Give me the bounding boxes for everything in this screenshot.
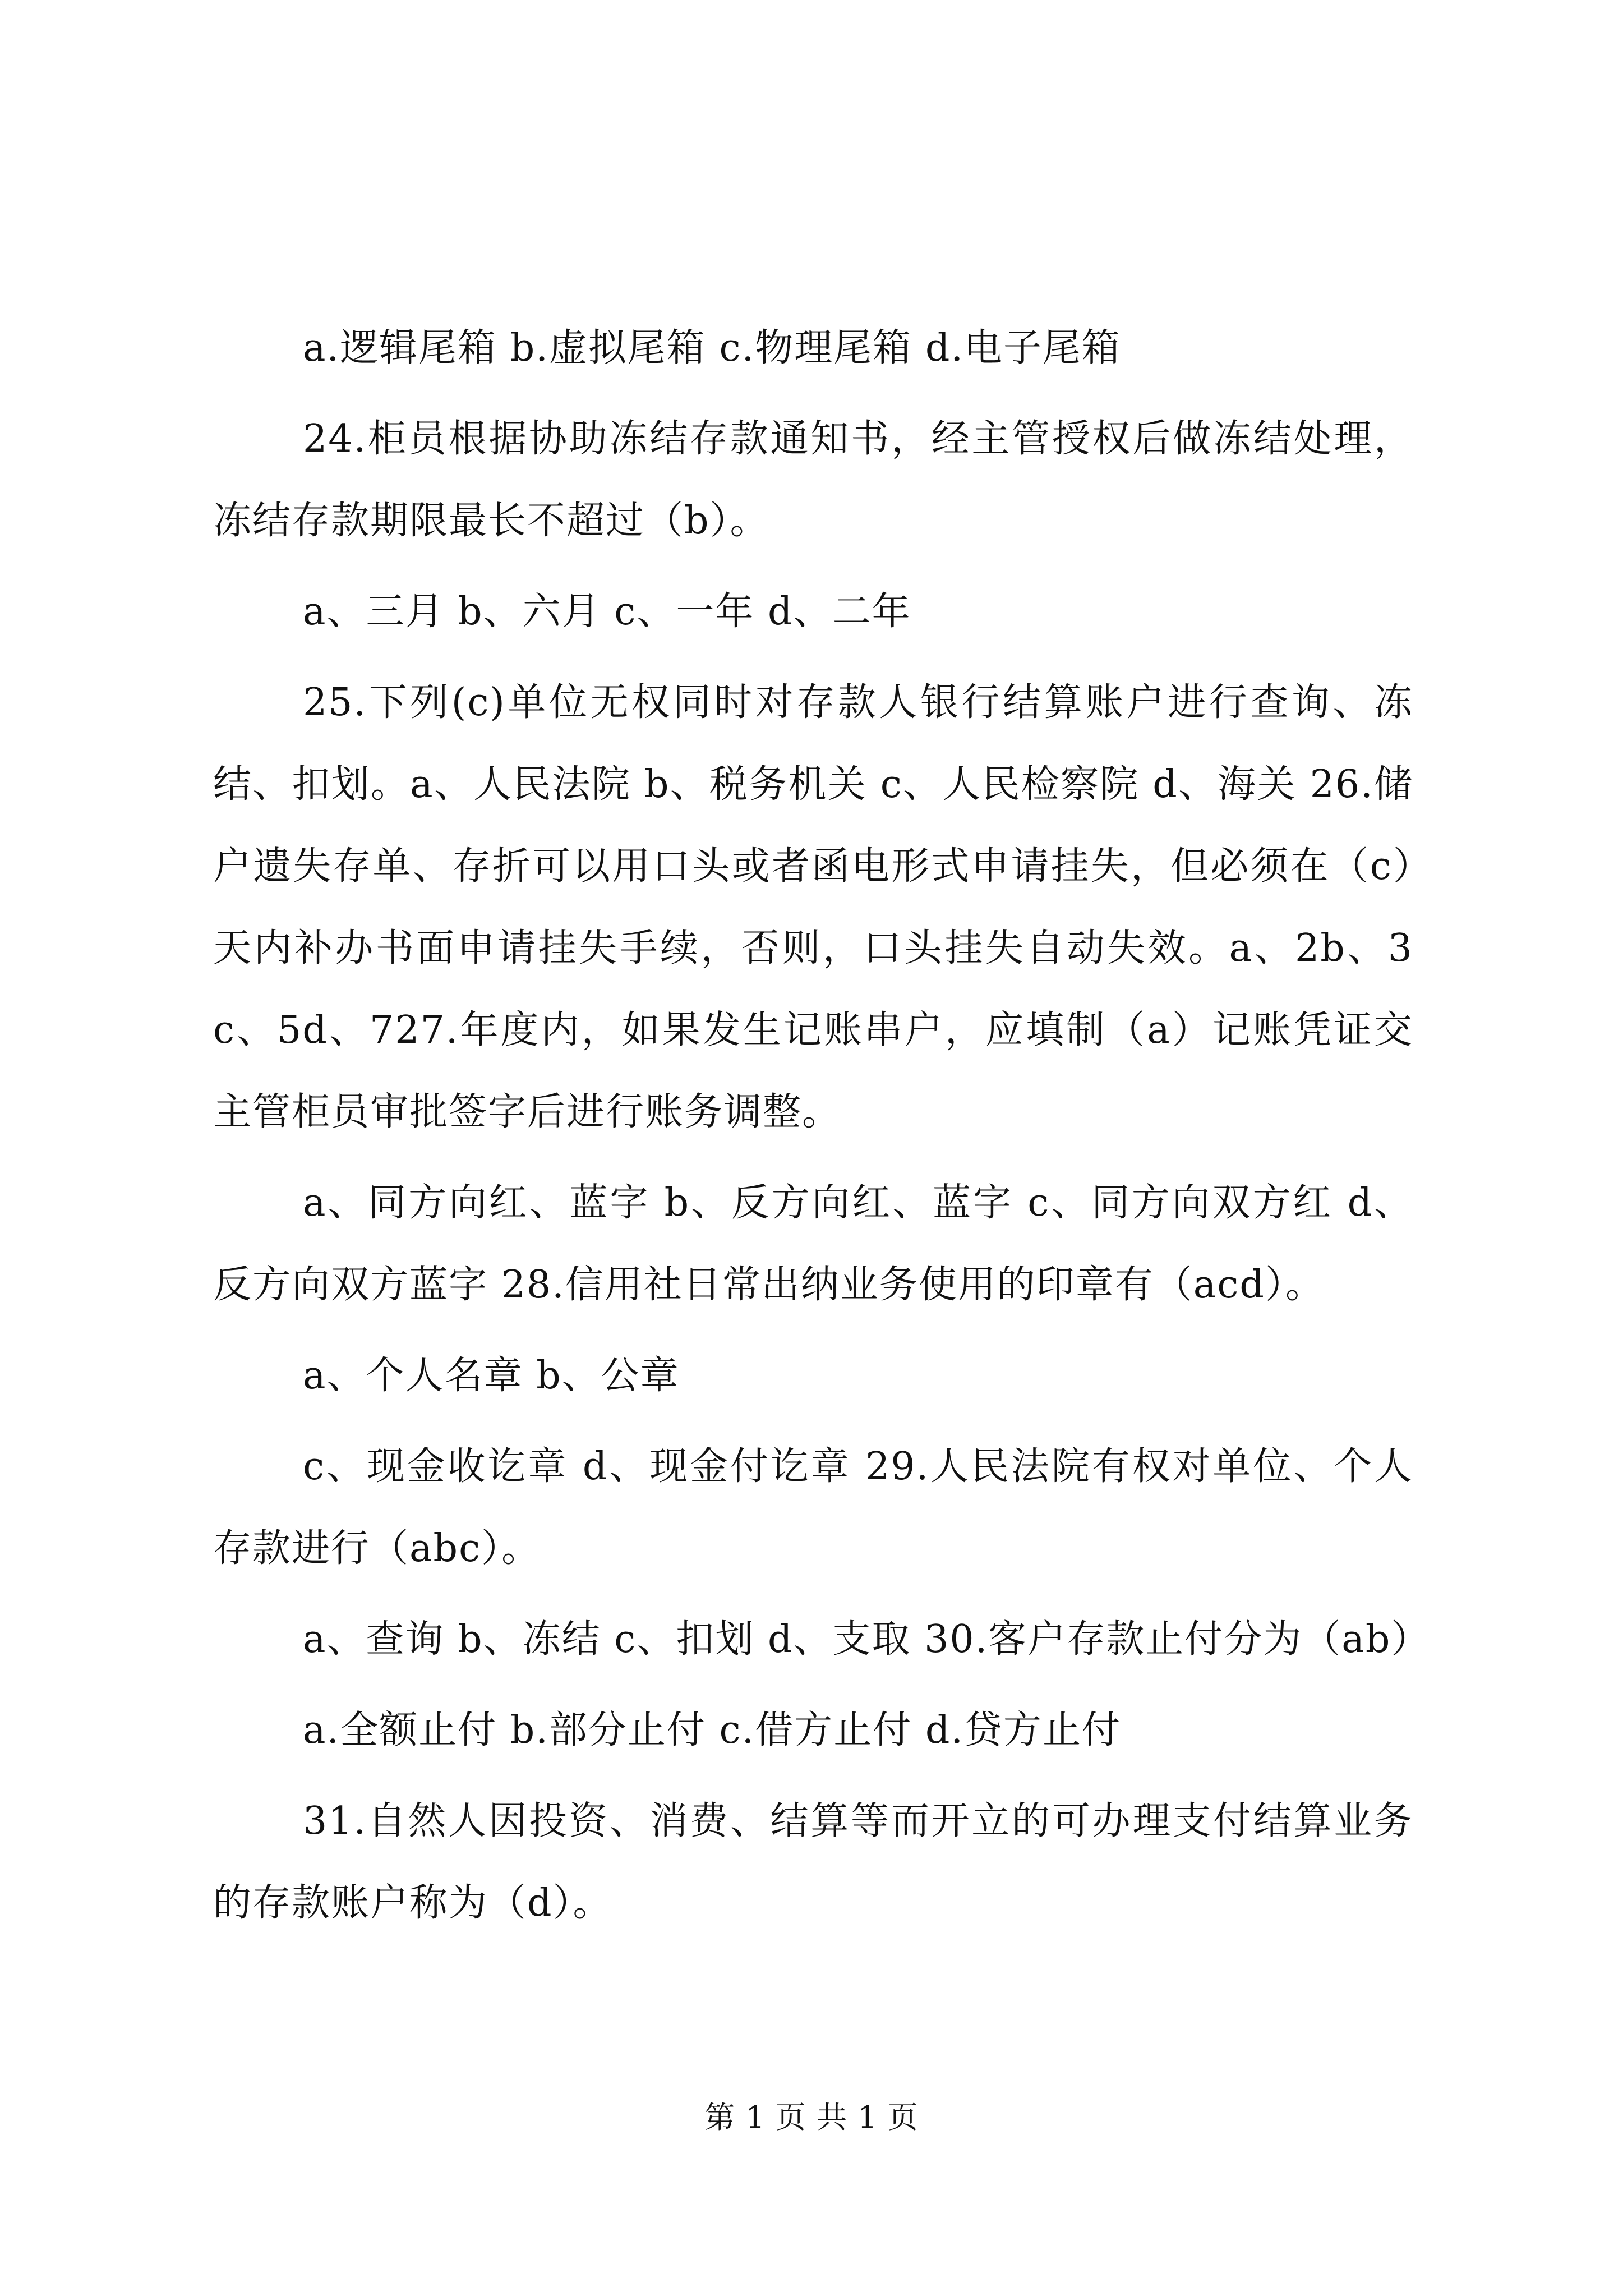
paragraph-3: a、三月 b、六月 c、一年 d、二年 [303, 590, 911, 634]
paragraph-8: a、查询 b、冻结 c、扣划 d、支取 30.客户存款止付分为（ab） [303, 1617, 1431, 1662]
paragraph-1: a.逻辑尾箱 b.虚拟尾箱 c.物理尾箱 d.电子尾箱 [303, 326, 1121, 370]
paragraph-9: a.全额止付 b.部分止付 c.借方止付 d.贷方止付 [303, 1708, 1121, 1752]
paragraph-5: a、同方向红、蓝字 b、反方向红、蓝字 c、同方向双方红 d、反方向双方蓝字 28.信用社日常出纳业务使用的印章有（acd）。 [213, 1181, 1413, 1307]
paragraph-10: 31.自然人因投资、消费、结算等而开立的可办理支付结算业务的存款账户称为（d）。 [213, 1799, 1413, 1925]
document-body [213, 307, 1431, 1953]
paragraph-6: a、个人名章 b、公章 [303, 1354, 680, 1398]
paragraph-2: 24.柜员根据协助冻结存款通知书，经主管授权后做冻结处理，冻结存款期限最长不超过（b）。 [213, 417, 1413, 543]
page-footer: 第 1 页 共 1 页 [704, 2100, 919, 2135]
paragraph-7: c、现金收讫章 d、现金付讫章 29.人民法院有权对单位、个人存款进行（abc）。 [213, 1444, 1413, 1571]
paragraph-4: 25.下列(c)单位无权同时对存款人银行结算账户进行查询、冻结、扣划。a、人民法院 b、税务机关 c、人民检察院 d、海关 26.储户遗失存单、存折可以用口头或者函电形式申请挂失，但必须在（c）天内补办书面申请挂失手续，否则，口头挂失自动失效。a、2b、3c、5d、727.年度内，如果发生记账串户，应填制（a）记账凭证交主管柜员审批签字后进行账务调整。 [213, 680, 1413, 1134]
